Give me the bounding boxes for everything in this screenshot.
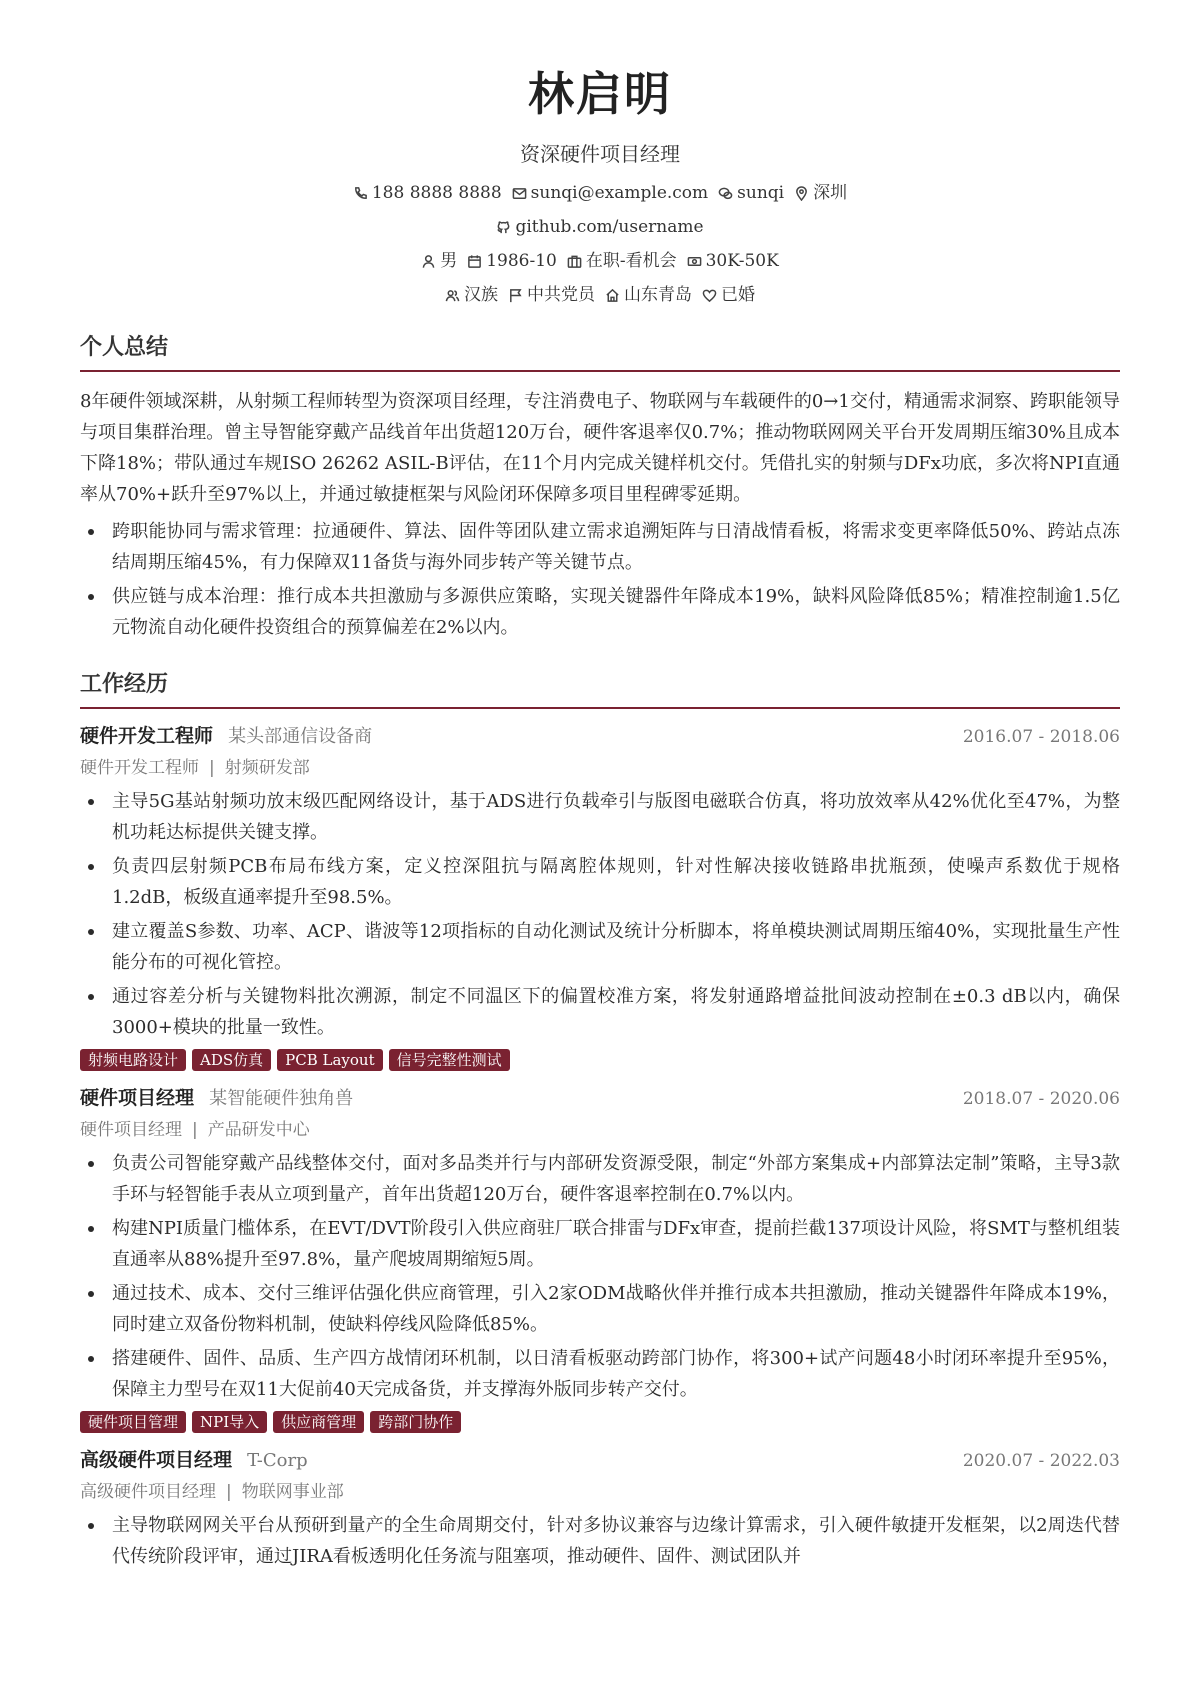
- phone-text: 188 8888 8888: [371, 183, 502, 203]
- mail-icon: [512, 186, 527, 201]
- experience-section: [80, 669, 1120, 1572]
- job-bullets: [80, 786, 1120, 1043]
- email-item[interactable]: [512, 180, 709, 206]
- skill-tag: NPI导入: [192, 1411, 267, 1433]
- candidate-title: 资深硬件项目经理: [520, 142, 680, 166]
- location-text: 深圳: [813, 183, 848, 203]
- wechat-icon: [718, 186, 733, 201]
- marital-text: 已婚: [721, 285, 755, 305]
- job-separator: |: [226, 1482, 232, 1502]
- experience-title: 工作经历: [80, 669, 1120, 709]
- job-company: T-Corp: [247, 1450, 308, 1471]
- email-text: sunqi@example.com: [530, 183, 709, 203]
- status-text: 在职-看机会: [585, 251, 677, 271]
- politics-item: [508, 282, 595, 308]
- job-header: [80, 721, 1120, 752]
- summary-paragraph: 8年硬件领域深耕，从射频工程师转型为资深项目经理，专注消费电子、物联网与车载硬件的0→1交付，精通需求洞察、跨职能领导与项目集群治理。曾主导智能穿戴产品线首年出货超120万台，硬件客退率仅0.7%；推动物联网网关平台开发周期压缩30%且成本下降18%；带队通过车规ISO 26262 ASIL-B评估，在11个月内完成关键样机交付。凭借扎实的射频与DFx功底，多次将NPI直通率从70%+跃升至97%以上，并通过敏捷框架与风险闭环保障多项目里程碑零延期。: [80, 391, 1120, 505]
- summary-bullet: 跨职能协同与需求管理：拉通硬件、算法、固件等团队建立需求追溯矩阵与日清战情看板，将需求变更率降低50%、跨站点冻结周期压缩45%，有力保障双11备货与海外同步转产等关键节点。: [80, 516, 1120, 578]
- job-header: [80, 1083, 1120, 1114]
- skill-tag: PCB Layout: [277, 1049, 382, 1071]
- flag-icon: [508, 288, 523, 303]
- job-bullet: 主导5G基站射频功放末级匹配网络设计，基于ADS进行负载牵引与版图电磁联合仿真，将功放效率从42%优化至47%，为整机功耗达标提供关键支撑。: [80, 786, 1120, 848]
- job-subtitle: [80, 1478, 1120, 1506]
- github-item[interactable]: [496, 214, 703, 240]
- heart-icon: [702, 288, 717, 303]
- job-tags: [80, 1049, 1120, 1071]
- basic-info-row: [80, 248, 1120, 274]
- location-item: [794, 180, 847, 206]
- skill-tag: 硬件项目管理: [80, 1411, 186, 1433]
- politics-text: 中共党员: [527, 285, 595, 305]
- job-subtitle: [80, 754, 1120, 782]
- contact-row: [80, 180, 1120, 206]
- job-company: 某头部通信设备商: [228, 726, 373, 747]
- job-bullet: 通过容差分析与关键物料批次溯源，制定不同温区下的偏置校准方案，将发射通路增益批间波动控制在±0.3 dB以内，确保3000+模块的批量一致性。: [80, 981, 1120, 1043]
- job-bullet: 建立覆盖S参数、功率、ACP、谐波等12项指标的自动化测试及统计分析脚本，将单模块测试周期压缩40%，实现批量生产性能分布的可视化管控。: [80, 916, 1120, 978]
- job-bullet: 构建NPI质量门槛体系，在EVT/DVT阶段引入供应商驻厂联合排雷与DFx审查，提前拦截137项设计风险，将SMT与整机组装直通率从88%提升至97.8%，量产爬坡周期缩短5周。: [80, 1213, 1120, 1275]
- job-position: 硬件项目经理: [80, 1120, 182, 1140]
- job-subtitle: [80, 1116, 1120, 1144]
- location-pin-icon: [794, 186, 809, 201]
- job-role: 高级硬件项目经理: [80, 1449, 233, 1471]
- hometown-item: [605, 282, 692, 308]
- gender-item: [421, 248, 457, 274]
- candidate-name: 林启明: [528, 67, 672, 121]
- birth-item: [467, 248, 557, 274]
- skill-tag: 跨部门协作: [370, 1411, 461, 1433]
- job-position: 高级硬件项目经理: [80, 1482, 216, 1502]
- hometown-text: 山东青岛: [624, 285, 692, 305]
- gender-text: 男: [440, 251, 458, 271]
- salary-text: 30K-50K: [705, 251, 779, 271]
- phone-icon: [353, 186, 368, 201]
- job-bullet: 通过技术、成本、交付三维评估强化供应商管理，引入2家ODM战略伙伴并推行成本共担激励，推动关键器件年降成本19%，同时建立双备份物料机制，使缺料停线风险降低85%。: [80, 1278, 1120, 1340]
- job-bullet: 负责四层射频PCB布局布线方案，定义控深阻抗与隔离腔体规则，针对性解决接收链路串扰瓶颈，使噪声系数优于规格1.2dB，板级直通率提升至98.5%。: [80, 851, 1120, 913]
- summary-title: 个人总结: [80, 332, 1120, 372]
- wechat-item: [718, 180, 784, 206]
- job-bullets: [80, 1148, 1120, 1405]
- job-separator: |: [209, 758, 215, 778]
- salary-item: [687, 248, 779, 274]
- job-bullet: 搭建硬件、固件、品质、生产四方战情闭环机制，以日清看板驱动跨部门协作，将300+试产问题48小时闭环率提升至95%，保障主力型号在双11大促前40天完成备货，并支撑海外版同步转产交付。: [80, 1343, 1120, 1405]
- job-role: 硬件开发工程师: [80, 725, 214, 747]
- ethnicity-text: 汉族: [464, 285, 498, 305]
- github-text: github.com/username: [515, 217, 704, 237]
- resume-header: [80, 0, 1120, 308]
- job-date: 2020.07 - 2022.03: [962, 1451, 1120, 1471]
- skill-tag: 供应商管理: [273, 1411, 364, 1433]
- job-entry: [80, 1083, 1120, 1433]
- home-icon: [605, 288, 620, 303]
- user-icon: [421, 254, 436, 269]
- personal-info-row: [80, 282, 1120, 308]
- wechat-text: sunqi: [737, 183, 785, 203]
- job-date: 2016.07 - 2018.06: [962, 727, 1120, 747]
- summary-bullets: [80, 516, 1120, 643]
- summary-section: [80, 332, 1120, 643]
- job-role: 硬件项目经理: [80, 1087, 195, 1109]
- status-item: [567, 248, 677, 274]
- github-row: [80, 214, 1120, 240]
- skill-tag: ADS仿真: [192, 1049, 271, 1071]
- job-bullets: [80, 1510, 1120, 1572]
- job-bullet: 负责公司智能穿戴产品线整体交付，面对多品类并行与内部研发资源受限，制定“外部方案集成+内部算法定制”策略，主导3款手环与轻智能手表从立项到量产，首年出货超120万台，硬件客退率控制在0.7%以内。: [80, 1148, 1120, 1210]
- job-entry: [80, 721, 1120, 1071]
- job-company: 某智能硬件独角兽: [209, 1088, 354, 1109]
- briefcase-icon: [567, 254, 582, 269]
- skill-tag: 射频电路设计: [80, 1049, 186, 1071]
- job-position: 硬件开发工程师: [80, 758, 199, 778]
- job-department: 物联网事业部: [241, 1482, 344, 1502]
- ethnicity-item: [445, 282, 498, 308]
- job-separator: |: [192, 1120, 198, 1140]
- job-bullet: 主导物联网网关平台从预研到量产的全生命周期交付，针对多协议兼容与边缘计算需求，引入硬件敏捷开发框架，以2周迭代替代传统阶段评审，通过JIRA看板透明化任务流与阻塞项，推动硬件、固件、测试团队并: [80, 1510, 1120, 1572]
- job-header: [80, 1445, 1120, 1476]
- calendar-icon: [467, 254, 482, 269]
- money-icon: [687, 254, 702, 269]
- job-department: 射频研发部: [224, 758, 310, 778]
- phone-item[interactable]: [353, 180, 502, 206]
- job-tags: [80, 1411, 1120, 1433]
- github-icon: [496, 220, 511, 235]
- skill-tag: 信号完整性测试: [389, 1049, 510, 1071]
- users-icon: [445, 288, 460, 303]
- job-department: 产品研发中心: [207, 1120, 310, 1140]
- marital-item: [702, 282, 755, 308]
- job-date: 2018.07 - 2020.06: [962, 1089, 1120, 1109]
- summary-bullet: 供应链与成本治理：推行成本共担激励与多源供应策略，实现关键器件年降成本19%，缺料风险降低85%；精准控制逾1.5亿元物流自动化硬件投资组合的预算偏差在2%以内。: [80, 581, 1120, 643]
- job-entry: [80, 1445, 1120, 1572]
- birth-text: 1986-10: [486, 251, 557, 271]
